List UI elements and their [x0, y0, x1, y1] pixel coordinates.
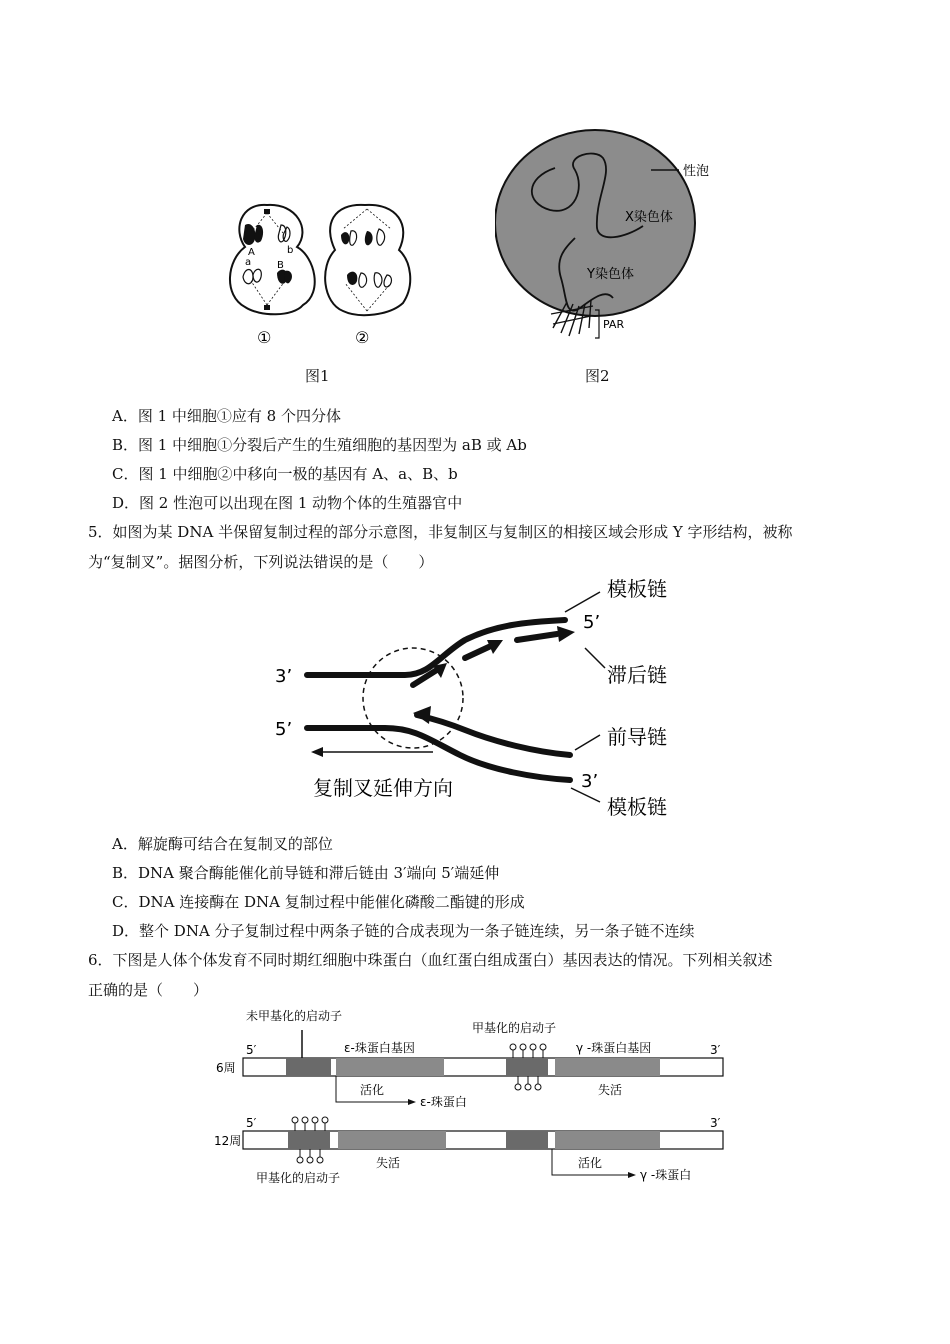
gene-label-A: A	[248, 247, 255, 258]
label-direction: 复制叉延伸方向	[313, 776, 453, 800]
figure-2-caption: 图2	[585, 367, 610, 385]
promoter-methylated-week12	[288, 1131, 330, 1149]
q4-option-b: B．图 1 中细胞①分裂后产生的生殖细胞的基因型为 aB 或 Ab	[112, 436, 527, 454]
label-template-bottom: 模板链	[607, 795, 667, 819]
par-label: PAR	[603, 318, 625, 331]
label-leading-strand: 前导链	[607, 725, 667, 749]
q5-stem-line1: 5．如图为某 DNA 半保留复制过程的部分示意图，非复制区与复制区的相接区域会形成 Y 字形结构，被称	[88, 523, 793, 541]
sex-vesicle-label: 性泡	[683, 164, 710, 179]
epsilon-gene-week12	[338, 1131, 446, 1149]
q4-option-d: D．图 2 性泡可以出现在图 1 动物个体的生殖器官中	[112, 494, 463, 512]
lagging-fragment-3	[517, 634, 557, 640]
q5-option-c: C．DNA 连接酶在 DNA 复制过程中能催化磷酸二酯键的形成	[112, 893, 525, 911]
label-three-prime-week12: 3′	[710, 1116, 721, 1130]
gamma-gene-week12	[555, 1131, 660, 1149]
label-activated-week6: 活化	[360, 1083, 385, 1097]
label-five-prime-week12: 5′	[246, 1116, 257, 1130]
label-gamma-gene: γ -珠蛋白基因	[576, 1041, 652, 1055]
y-chromosome-label: Y染色体	[587, 267, 634, 282]
q5-option-d: D．整个 DNA 分子复制过程中两条子链的合成表现为一条子链连续，另一条子链不连续	[112, 922, 695, 940]
figure-1-cells	[215, 195, 415, 355]
label-five-prime-top: 5’	[583, 612, 601, 633]
label-epsilon-protein: ε-珠蛋白	[420, 1095, 467, 1109]
label-three-prime-bottom: 3’	[581, 771, 599, 792]
epsilon-gene-week6	[336, 1058, 444, 1076]
label-inactivated-week12: 失活	[376, 1156, 401, 1170]
label-week6: 6周	[216, 1061, 236, 1075]
gene-label-b: b	[287, 245, 294, 256]
lagging-fragment-2	[465, 645, 493, 658]
label-five-prime-left: 5’	[275, 719, 293, 740]
label-methylated-promoter-top: 甲基化的启动子	[472, 1021, 557, 1035]
x-chromosome-label: X染色体	[625, 210, 673, 225]
q4-option-a: A．图 1 中细胞①应有 8 个四分体	[112, 407, 341, 425]
q6-stem-line2: 正确的是（ ）	[88, 981, 209, 999]
label-lagging-strand: 滞后链	[607, 663, 667, 687]
replication-fork-diagram	[265, 570, 695, 822]
label-unmethylated-promoter: 未甲基化的启动子	[246, 1009, 343, 1023]
label-three-prime-week6: 3′	[710, 1043, 721, 1057]
promoter-methylated-week6	[506, 1058, 548, 1076]
q5-option-a: A．解旋酶可结合在复制叉的部位	[112, 835, 333, 853]
label-three-prime-left: 3’	[275, 666, 293, 687]
q5-option-b: B．DNA 聚合酶能催化前导链和滞后链由 3′端向 5′端延伸	[112, 864, 500, 882]
gamma-gene-week6	[555, 1058, 660, 1076]
figure-1-caption: 图1	[305, 367, 330, 385]
q4-option-c: C．图 1 中细胞②中移向一极的基因有 A、a、B、b	[112, 465, 458, 483]
label-activated-week12: 活化	[578, 1156, 603, 1170]
template-strand-bottom	[307, 728, 570, 780]
q6-stem-line1: 6．下图是人体个体发育不同时期红细胞中珠蛋白（血红蛋白组成蛋白）基因表达的情况。下列相关叙述	[88, 951, 773, 969]
promoter-unmethylated-week6	[286, 1058, 331, 1076]
cell-2-label: ②	[355, 328, 370, 347]
cell-2-membrane	[325, 205, 410, 315]
label-methylated-promoter-bottom: 甲基化的启动子	[256, 1171, 341, 1185]
gene-label-a: a	[245, 257, 252, 268]
q5-stem-line2: 为“复制叉”。据图分析，下列说法错误的是（ ）	[88, 553, 434, 571]
label-gamma-protein: γ -珠蛋白	[640, 1168, 692, 1182]
label-inactivated-week6: 失活	[598, 1083, 623, 1097]
leading-strand	[417, 715, 570, 755]
promoter-week12	[506, 1131, 548, 1149]
label-five-prime-week6: 5′	[246, 1043, 257, 1057]
cell-1-label: ①	[257, 328, 272, 347]
label-epsilon-gene: ε-珠蛋白基因	[344, 1041, 415, 1055]
label-week12: 12周	[214, 1134, 242, 1148]
globin-expression-diagram	[210, 1000, 740, 1190]
figure-2-sex-vesicle	[495, 128, 745, 348]
label-template-top: 模板链	[607, 577, 667, 601]
gene-label-B: B	[277, 260, 284, 271]
